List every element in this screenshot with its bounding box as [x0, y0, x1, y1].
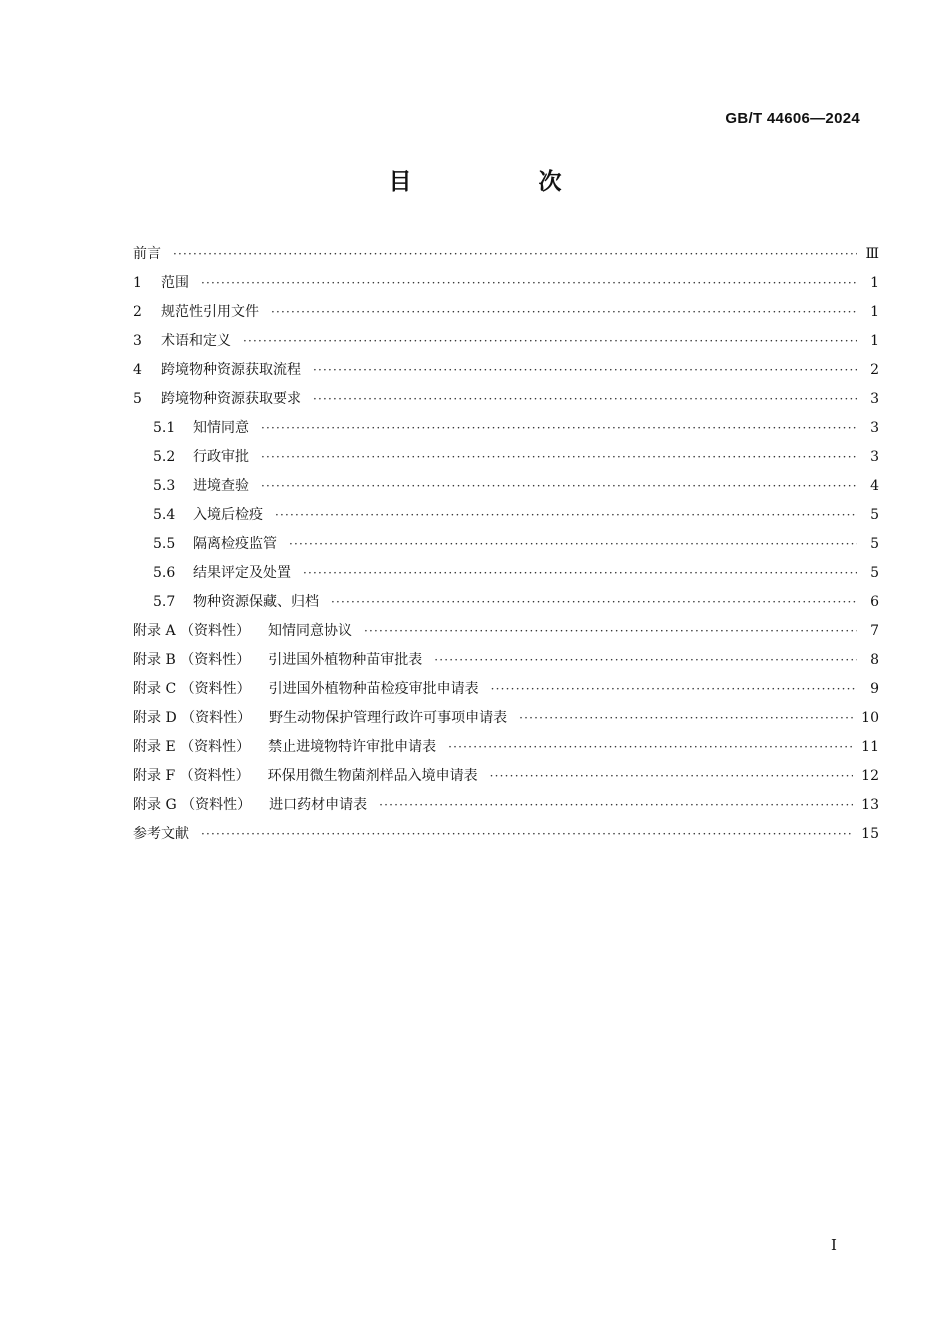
toc-entry-5-4[interactable]: [133, 501, 879, 530]
page-title: 目 次: [388, 169, 614, 195]
dot-leader: [303, 559, 857, 588]
toc-entry-page: 3: [870, 391, 879, 407]
toc-entry-page: 5: [870, 507, 879, 523]
toc-entry-5-7[interactable]: [133, 588, 879, 617]
toc-entry-title: 前言: [133, 246, 161, 262]
dot-leader: [313, 356, 857, 385]
dot-leader: [448, 733, 853, 762]
toc-entry-5-2[interactable]: [133, 443, 879, 472]
annex-label: 附录 B （资料性）: [133, 652, 251, 668]
toc-entry-annex-b[interactable]: [133, 646, 879, 675]
toc-entry-page: 1: [870, 333, 879, 349]
toc-entry-title: 引进国外植物种苗审批表: [268, 652, 423, 668]
toc-entry-page: Ⅲ: [865, 246, 879, 262]
dot-leader: [261, 443, 857, 472]
toc-entry-page: 5: [870, 536, 879, 552]
toc-entry-annex-c[interactable]: [133, 675, 879, 704]
dot-leader: [261, 414, 857, 443]
toc-entry-page: 13: [861, 797, 879, 813]
toc-entry-title: 野生动物保护管理行政许可事项申请表: [269, 710, 508, 726]
toc-entry-number: 5.7: [153, 594, 176, 610]
standard-code: GB/T 44606—2024: [725, 110, 860, 127]
toc-entry-page: 1: [870, 275, 879, 291]
toc-entry-page: 10: [861, 710, 879, 726]
annex-label: 附录 A （资料性）: [133, 623, 251, 639]
dot-leader: [331, 588, 857, 617]
toc-entry-page: 1: [870, 304, 879, 320]
toc-entry-page: 12: [861, 768, 879, 784]
annex-label: 附录 D （资料性）: [133, 710, 252, 726]
toc-entry-title: 隔离检疫监管: [193, 536, 277, 552]
toc-entry-page: 4: [870, 478, 879, 494]
toc-entry-4[interactable]: [133, 356, 879, 385]
toc-entry-number: 4: [133, 362, 142, 378]
toc-entry-title: 引进国外植物种苗检疫审批申请表: [268, 681, 479, 697]
dot-leader: [490, 762, 854, 791]
toc-entry-page: 8: [870, 652, 879, 668]
toc-entry-title: 范围: [161, 275, 189, 291]
dot-leader: [243, 327, 857, 356]
toc-entry-title: 物种资源保藏、归档: [193, 594, 319, 610]
dot-leader: [313, 385, 857, 414]
toc-entry-title: 术语和定义: [161, 333, 231, 349]
toc-entry-1[interactable]: [133, 269, 879, 298]
toc-entry-number: 5.6: [153, 565, 176, 581]
toc-entry-5-1[interactable]: [133, 414, 879, 443]
toc-entry-page: 3: [870, 420, 879, 436]
dot-leader: [271, 298, 857, 327]
dot-leader: [201, 269, 857, 298]
toc-entry-annex-e[interactable]: [133, 733, 879, 762]
toc-entry-5-5[interactable]: [133, 530, 879, 559]
toc-entry-annex-g[interactable]: [133, 791, 879, 820]
toc-entry-title: 禁止进境物特许审批申请表: [268, 739, 437, 755]
toc-entry-3[interactable]: [133, 327, 879, 356]
toc-entry-page: 2: [870, 362, 879, 378]
page-number: Ⅰ: [831, 1236, 837, 1254]
toc-entry-title: 跨境物种资源获取流程: [161, 362, 301, 378]
dot-leader: [201, 820, 853, 849]
toc-entry-number: 5.2: [153, 449, 176, 465]
toc-entry-5-3[interactable]: [133, 472, 879, 501]
toc-entry-title: 知情同意: [193, 420, 249, 436]
dot-leader: [434, 646, 857, 675]
dot-leader: [275, 501, 857, 530]
toc-entry-number: 2: [133, 304, 142, 320]
toc-entry-title: 进口药材申请表: [269, 797, 368, 813]
toc-entry-5[interactable]: [133, 385, 879, 414]
toc-entry-title: 参考文献: [133, 826, 189, 842]
table-of-contents: [133, 240, 879, 849]
dot-leader: [261, 472, 857, 501]
toc-entry-number: 3: [133, 333, 142, 349]
toc-entry-page: 6: [870, 594, 879, 610]
toc-entry-number: 5.5: [153, 536, 176, 552]
toc-entry-page: 7: [870, 623, 879, 639]
toc-entry-annex-d[interactable]: [133, 704, 879, 733]
toc-entry-page: 9: [870, 681, 879, 697]
dot-leader: [289, 530, 857, 559]
toc-entry-number: 5.4: [153, 507, 176, 523]
toc-entry-number: 5.3: [153, 478, 176, 494]
toc-entry-title: 知情同意协议: [268, 623, 353, 639]
dot-leader: [519, 704, 853, 733]
toc-entry-page: 11: [861, 739, 879, 755]
toc-entry-annex-f[interactable]: [133, 762, 879, 791]
annex-label: 附录 E （资料性）: [133, 739, 251, 755]
toc-entry-title: 跨境物种资源获取要求: [161, 391, 301, 407]
toc-entry-page: 15: [861, 826, 879, 842]
toc-entry-page: 3: [870, 449, 879, 465]
toc-entry-number: 5: [133, 391, 142, 407]
toc-entry-number: 1: [133, 275, 142, 291]
toc-entry-bibliography[interactable]: [133, 820, 879, 849]
annex-label: 附录 C （资料性）: [133, 681, 251, 697]
dot-leader: [173, 240, 857, 269]
toc-entry-title: 进境查验: [193, 478, 249, 494]
dot-leader: [379, 791, 853, 820]
toc-entry-5-6[interactable]: [133, 559, 879, 588]
dot-leader: [364, 617, 857, 646]
toc-entry-annex-a[interactable]: [133, 617, 879, 646]
toc-entry-title: 入境后检疫: [193, 507, 263, 523]
toc-entry-title: 结果评定及处置: [193, 565, 291, 581]
toc-entry-title: 规范性引用文件: [161, 304, 259, 320]
toc-entry-preface[interactable]: [133, 240, 879, 269]
toc-entry-page: 5: [870, 565, 879, 581]
toc-entry-title: 行政审批: [193, 449, 249, 465]
annex-label: 附录 F （资料性）: [133, 768, 250, 784]
toc-entry-number: 5.1: [153, 420, 176, 436]
dot-leader: [491, 675, 857, 704]
toc-entry-title: 环保用微生物菌剂样品入境申请表: [267, 768, 478, 784]
toc-entry-2[interactable]: [133, 298, 879, 327]
annex-label: 附录 G （资料性）: [133, 797, 252, 813]
